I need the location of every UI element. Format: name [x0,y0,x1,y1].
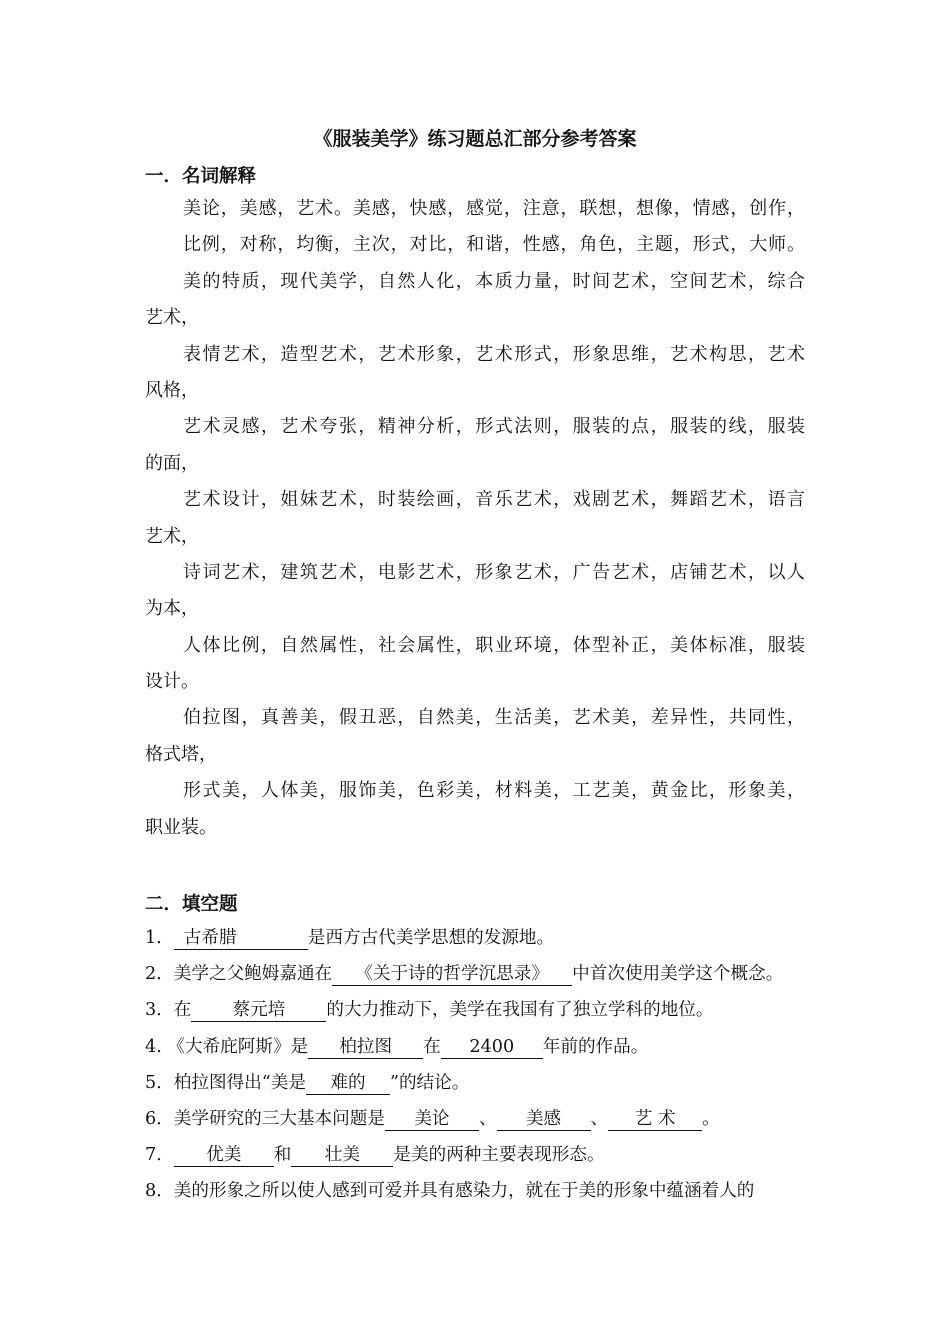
section2-heading: 二．填空题 [145,894,238,915]
question-2 [145,956,805,992]
term-line: 美的特质，现代美学，自然人化，本质力量，时间艺术，空间艺术，综合 [183,270,805,292]
term-line: 伯拉图，真善美，假丑恶，自然美，生活美，艺术美，差异性，共同性， [183,707,805,729]
term-paragraph [145,409,805,482]
term-line-continued: 艺术， [145,307,199,329]
question-number: 7． [145,1145,174,1166]
question-text: 是美的两种主要表现形态。 [393,1145,605,1166]
term-line: 艺术灵感，艺术夸张，精神分析，形式法则，服装的点，服装的线，服装 [183,416,805,438]
answer-blank: 美感 [497,1108,591,1131]
question-number: 3． [145,1000,174,1021]
term-paragraph [145,482,805,555]
question-text: 美学研究的三大基本问题是 [173,1108,385,1129]
question-8 [145,1173,805,1209]
question-7 [145,1137,805,1173]
question-text: 在 [423,1036,441,1057]
term-line-continued: 的面， [145,452,199,474]
term-line-continued: 风格， [145,379,199,401]
question-number: 5． [145,1072,174,1093]
answer-blank: 难的 [306,1072,390,1095]
term-line: 美论，美感，艺术。美感，快感，感觉，注意，联想，想像，情感，创作， [183,198,805,219]
term-line-continued: 设计。 [145,671,199,693]
answer-blank: 柏拉图 [308,1036,423,1059]
answer-blank: 美论 [385,1108,479,1131]
answer-blank: 古希腊 [174,927,308,950]
question-number: 8． [145,1181,174,1202]
term-line: 形式美，人体美，服饰美，色彩美，材料美，工艺美，黄金比，形象美， [183,780,805,802]
question-number: 4. [145,1036,162,1057]
question-text: 和 [273,1145,292,1166]
question-text: 《大希庇阿斯》是 [167,1036,309,1057]
question-text: 是西方古代美学思想的发源地。 [307,928,555,948]
answer-blank: 蔡元培 [191,999,326,1022]
section1-heading: 一．名词解释 [145,166,257,187]
question-5 [145,1065,805,1101]
term-paragraph [145,700,805,773]
question-text: 在 [173,1000,192,1021]
answer-blank: 艺 术 [608,1108,702,1131]
answer-blank: 优美 [174,1144,274,1167]
question-text: 。 [702,1108,720,1129]
answer-blank: 2400 [441,1036,543,1059]
term-paragraph [145,628,805,701]
section1-terms [145,191,805,846]
question-text: 、 [478,1108,497,1129]
answer-blank: 壮美 [291,1144,393,1167]
term-line: 人体比例，自然属性，社会属性，职业环境，体型补正，美体标准，服装 [183,634,805,656]
question-text: 年前的作品。 [542,1036,649,1057]
term-line: 诗词艺术，建筑艺术，电影艺术，形象艺术，广告艺术，店铺艺术，以人 [183,561,805,583]
question-text: 、 [590,1108,609,1129]
document-title: 《服装美学》练习题总汇部分参考答案 [313,128,637,150]
question-text: ”的结论。 [389,1072,470,1093]
term-line-continued: 职业装。 [145,816,217,838]
term-line-continued: 格式塔， [145,743,217,765]
question-number: 2． [145,964,174,985]
question-3 [145,992,805,1028]
question-number: 6． [145,1108,174,1129]
term-paragraph [145,773,805,846]
term-paragraph [145,264,805,337]
term-line: 比例，对称，均衡，主次，对比，和谐，性感，角色，主题，形式，大师。 [183,234,805,256]
term-paragraph [145,191,805,227]
term-line-continued: 为本， [145,598,199,620]
section2-questions [145,920,805,1210]
question-text: 中首次使用美学这个概念。 [572,964,784,985]
question-1 [145,920,805,956]
term-line: 表情艺术，造型艺术，艺术形象，艺术形式，形象思维，艺术构思，艺术 [183,343,805,365]
term-line-continued: 艺术， [145,525,199,547]
term-paragraph [145,337,805,410]
question-text: 美的形象之所以使人感到可爱并具有感染力，就在于美的形象中蕴涵着人的 [173,1181,755,1202]
term-paragraph [145,227,805,263]
question-4 [145,1029,805,1065]
question-text: 美学之父鲍姆嘉通在 [173,964,333,985]
question-text: 的大力推动下，美学在我国有了独立学科的地位。 [326,1000,714,1021]
answer-blank: 《关于诗的哲学沉思录》 [332,963,572,986]
question-text: 柏拉图得出“美是 [173,1072,306,1093]
term-paragraph [145,555,805,628]
question-6 [145,1101,805,1137]
question-number: 1． [145,928,174,948]
term-line: 艺术设计，姐妹艺术，时装绘画，音乐艺术，戏剧艺术，舞蹈艺术，语言 [183,489,805,511]
